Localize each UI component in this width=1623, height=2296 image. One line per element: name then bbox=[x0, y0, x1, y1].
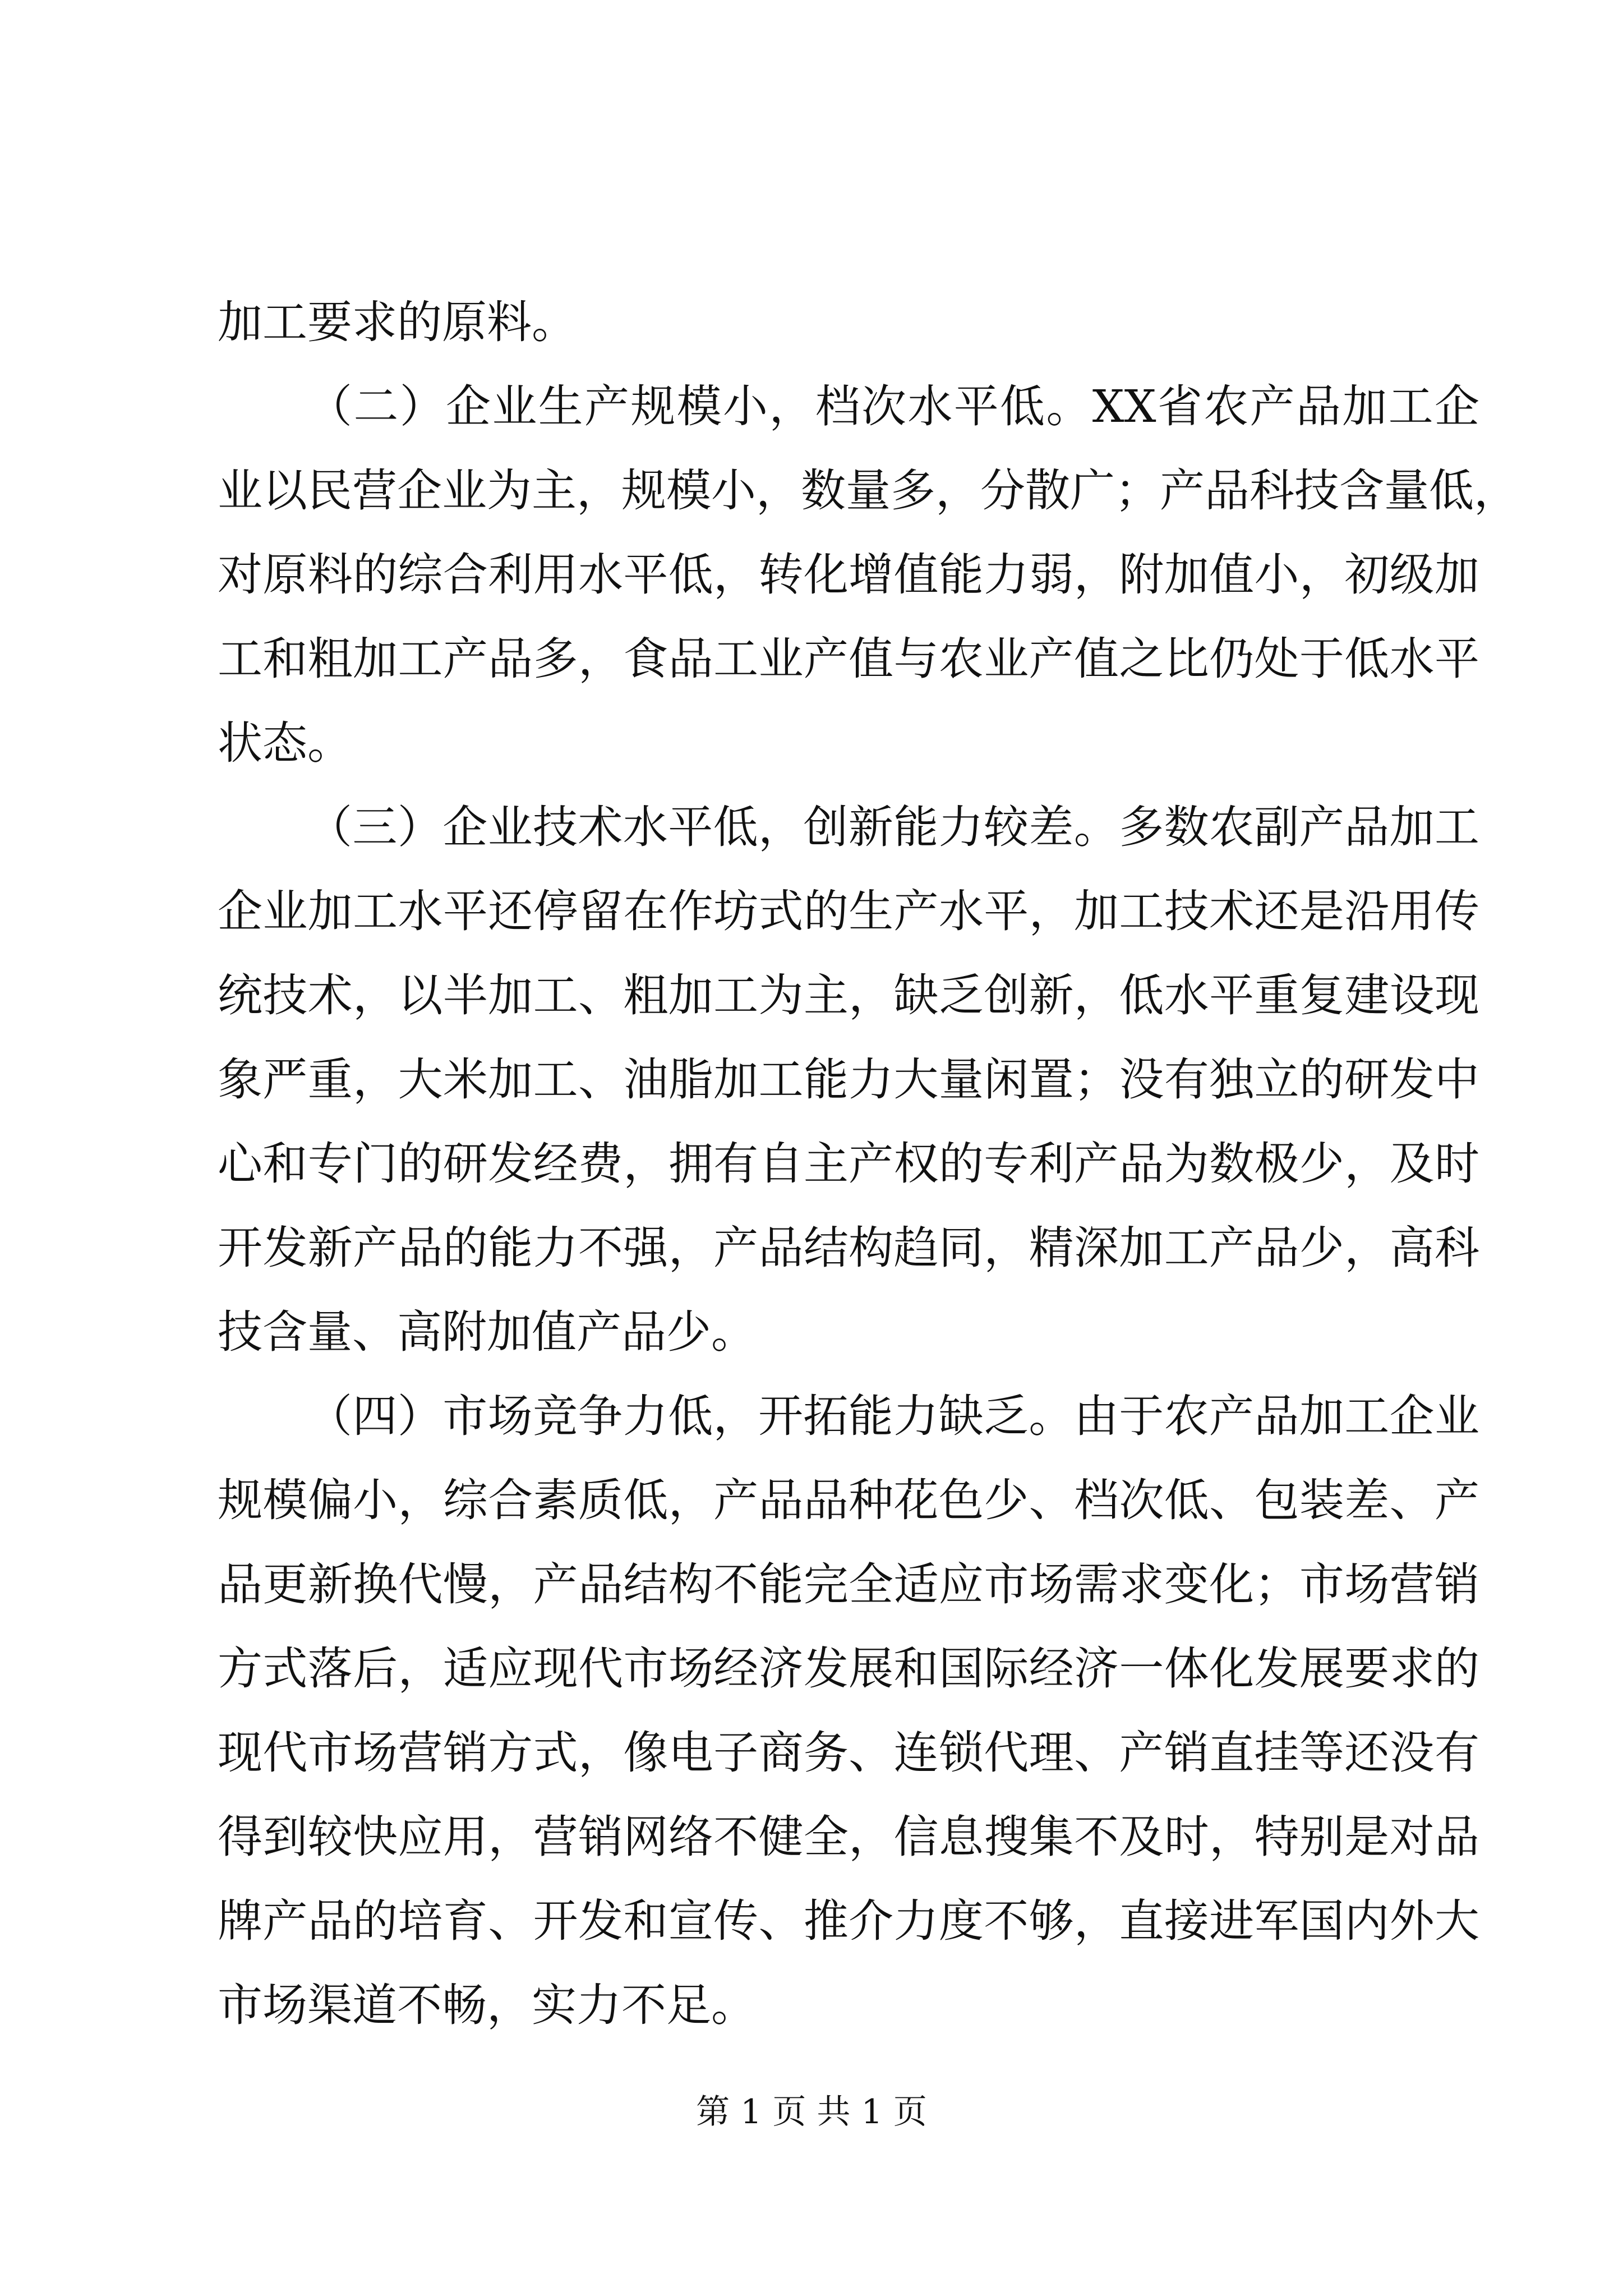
text-line: 状态。 bbox=[218, 717, 352, 769]
text-line: 业以民营企业为主，规模小，数量多，分散广；产品科技含量低， bbox=[218, 464, 1519, 517]
text-line: 心和专门的研发经费，拥有自主产权的专利产品为数极少，及时 bbox=[218, 1138, 1479, 1190]
text-line: 品更新换代慢，产品结构不能完全适应市场需求变化；市场营销 bbox=[218, 1558, 1479, 1611]
text-line: 开发新产品的能力不强，产品结构趋同，精深加工产品少，高科 bbox=[218, 1222, 1479, 1274]
text-line: 企业加工水平还停留在作坊式的生产水平，加工技术还是沿用传 bbox=[218, 885, 1479, 937]
text-line: 市场渠道不畅，实力不足。 bbox=[218, 1979, 756, 2031]
text-line: 方式落后，适应现代市场经济发展和国际经济一体化发展要求的 bbox=[218, 1642, 1479, 1695]
text-line: 加工要求的原料。 bbox=[218, 296, 577, 348]
text-line: （二）企业生产规模小，档次水平低。XX省农产品加工企 bbox=[307, 380, 1479, 432]
text-line: 得到较快应用，营销网络不健全，信息搜集不及时，特别是对品 bbox=[218, 1811, 1479, 1863]
text-line: 统技术，以半加工、粗加工为主，缺乏创新，低水平重复建设现 bbox=[218, 969, 1479, 1022]
text-line: （三）企业技术水平低，创新能力较差。多数农副产品加工 bbox=[307, 801, 1479, 853]
page-number-footer: 第 1 页 共 1 页 bbox=[696, 2092, 927, 2132]
text-line: 对原料的综合利用水平低，转化增值能力弱，附加值小，初级加 bbox=[218, 549, 1479, 601]
text-line: 技含量、高附加值产品少。 bbox=[218, 1306, 756, 1358]
text-line: 现代市场营销方式，像电子商务、连锁代理、产销直挂等还没有 bbox=[218, 1727, 1479, 1779]
text-line: （四）市场竞争力低，开拓能力缺乏。由于农产品加工企业 bbox=[307, 1390, 1479, 1442]
text-line: 规模偏小，综合素质低，产品品种花色少、档次低、包装差、产 bbox=[218, 1474, 1479, 1526]
text-line: 象严重，大米加工、油脂加工能力大量闲置；没有独立的研发中 bbox=[218, 1053, 1479, 1106]
text-line: 牌产品的培育、开发和宣传、推介力度不够，直接进军国内外大 bbox=[218, 1895, 1479, 1947]
text-line: 工和粗加工产品多，食品工业产值与农业产值之比仍处于低水平 bbox=[218, 633, 1479, 685]
